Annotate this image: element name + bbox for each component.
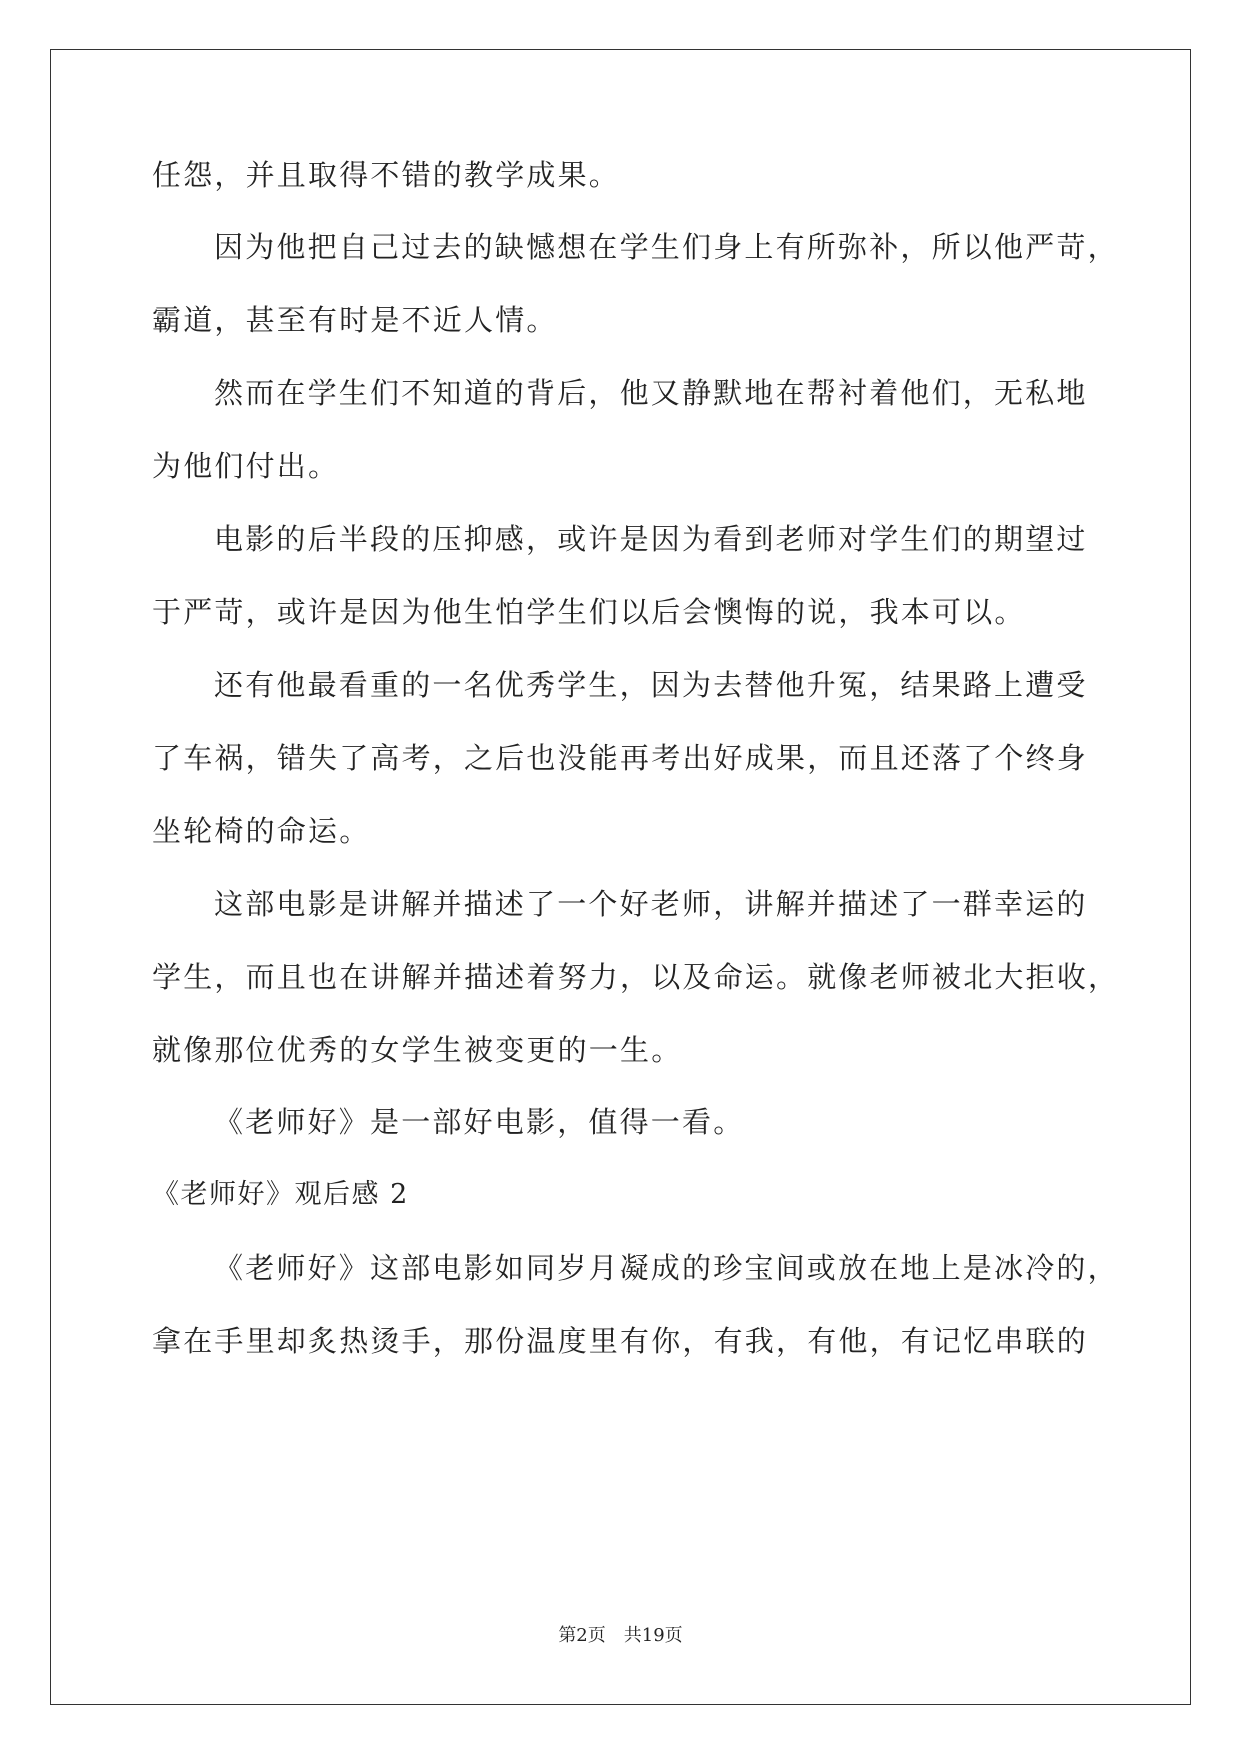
- section-heading: 《老师好》观后感 2: [152, 1179, 409, 1210]
- text-line: 拿在手里却炙热烫手，那份温度里有你，有我，有他，有记忆串联的: [152, 1324, 1089, 1358]
- page-border: [50, 49, 1191, 1705]
- text-line: 任怨，并且取得不错的教学成果。: [152, 158, 621, 192]
- text-line: 电影的后半段的压抑感，或许是因为看到老师对学生们的期望过: [214, 522, 1088, 556]
- text-line: 霸道，甚至有时是不近人情。: [152, 303, 558, 337]
- text-line: 学生，而且也在讲解并描述着努力，以及命运。就像老师被北大拒收，: [152, 960, 1120, 994]
- text-line: 《老师好》这部电影如同岁月凝成的珍宝间或放在地上是冰冷的，: [214, 1251, 1119, 1285]
- text-line: 了车祸，错失了高考，之后也没能再考出好成果，而且还落了个终身: [152, 741, 1089, 775]
- text-line: 为他们付出。: [152, 449, 340, 483]
- text-line: 还有他最看重的一名优秀学生，因为去替他升冤，结果路上遭受: [214, 668, 1088, 702]
- text-line: 因为他把自己过去的缺憾想在学生们身上有所弥补，所以他严苛，: [214, 230, 1119, 264]
- page-number-footer: 第2页 共19页: [558, 1625, 683, 1646]
- text-line: 这部电影是讲解并描述了一个好老师，讲解并描述了一群幸运的: [214, 887, 1088, 921]
- text-line: 于严苛，或许是因为他生怕学生们以后会懊悔的说，我本可以。: [152, 595, 1026, 629]
- text-line: 《老师好》是一部好电影，值得一看。: [214, 1105, 745, 1139]
- text-line: 然而在学生们不知道的背后，他又静默地在帮衬着他们，无私地: [214, 376, 1088, 410]
- text-line: 就像那位优秀的女学生被变更的一生。: [152, 1033, 683, 1067]
- text-line: 坐轮椅的命运。: [152, 814, 371, 848]
